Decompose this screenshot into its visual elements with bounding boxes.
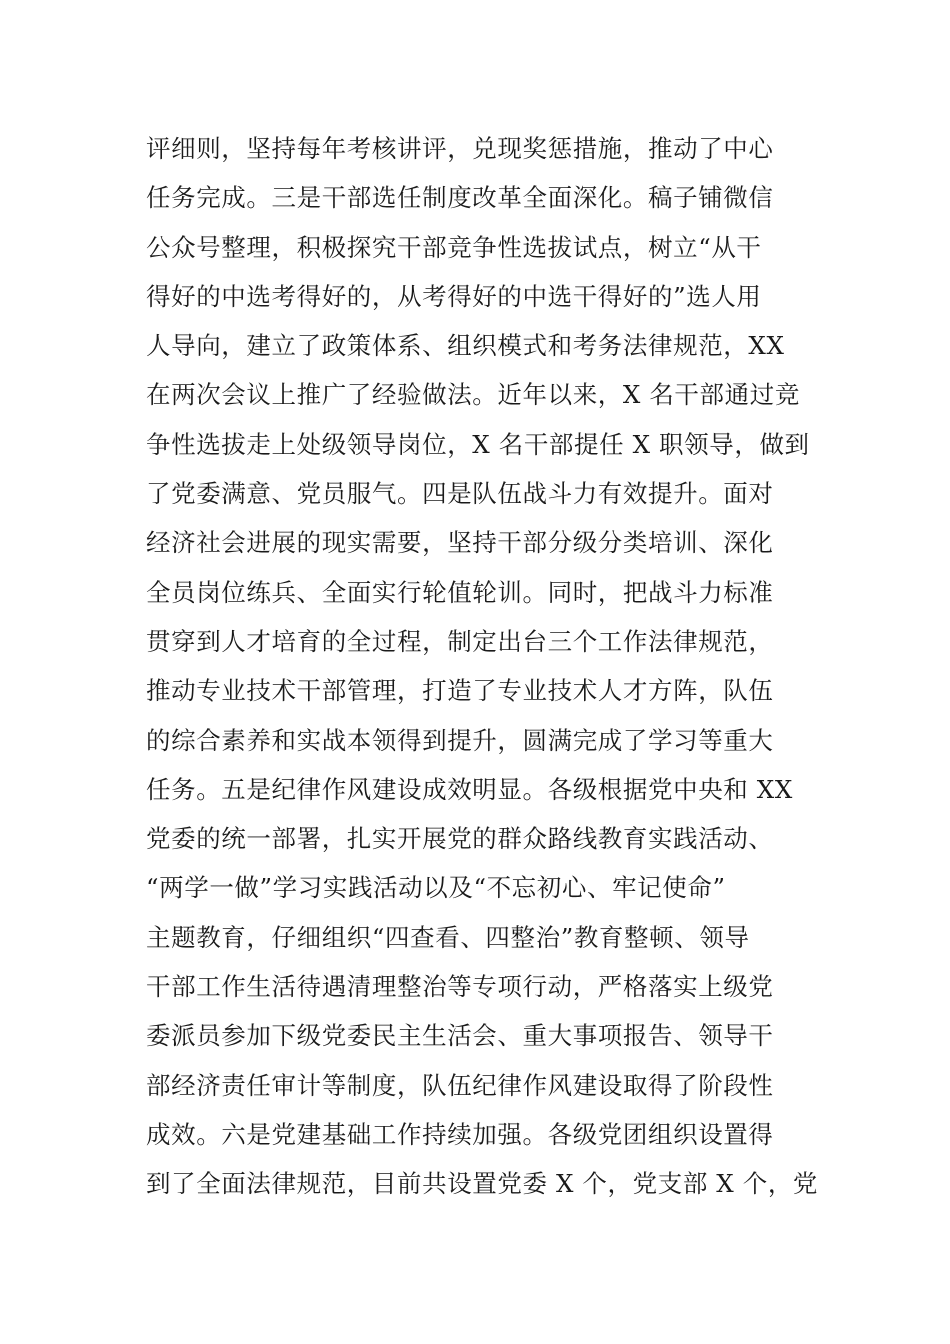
text-line: 推动专业技术干部管理，打造了专业技术人才方阵，队伍 xyxy=(146,676,774,706)
text-line: 任务完成。三是干部选任制度改革全面深化。稿子铺微信 xyxy=(146,183,774,213)
text-line: 在两次会议上推广了经验做法。近年以来，X 名干部通过竞 xyxy=(146,380,800,410)
text-line: 成效。六是党建基础工作持续加强。各级党团组织设置得 xyxy=(146,1119,774,1149)
text-line: 任务。五是纪律作风建设成效明显。各级根据党中央和 XX xyxy=(146,774,793,804)
text-line: 贯穿到人才培育的全过程，制定出台三个工作法律规范， xyxy=(146,626,774,656)
body-paragraph xyxy=(146,124,819,1209)
text-line: 的综合素养和实战本领得到提升，圆满完成了学习等重大 xyxy=(146,725,774,755)
text-line: “两学一做”学习实践活动以及“不忘初心、牢记使命” xyxy=(146,873,726,903)
text-line: 党委的统一部署，扎实开展党的群众路线教育实践活动、 xyxy=(146,824,774,854)
text-line: 得好的中选考得好的，从考得好的中选干得好的”选人用 xyxy=(146,281,762,311)
text-line: 人导向，建立了政策体系、组织模式和考务法律规范，XX xyxy=(146,331,785,361)
text-line: 经济社会进展的现实需要，坚持干部分级分类培训、深化 xyxy=(146,528,774,558)
text-line: 公众号整理，积极探究干部竞争性选拔试点，树立“从干 xyxy=(146,232,762,262)
text-line: 了党委满意、党员服气。四是队伍战斗力有效提升。面对 xyxy=(146,479,774,509)
text-line: 到了全面法律规范，目前共设置党委 X 个，党支部 X 个，党 xyxy=(146,1169,819,1199)
text-line: 干部工作生活待遇清理整治等专项行动，严格落实上级党 xyxy=(146,972,774,1002)
text-line: 部经济责任审计等制度，队伍纪律作风建设取得了阶段性 xyxy=(146,1070,774,1100)
text-line: 评细则，坚持每年考核讲评，兑现奖惩措施，推动了中心 xyxy=(146,134,774,163)
text-line: 委派员参加下级党委民主生活会、重大事项报告、领导干 xyxy=(146,1021,774,1051)
text-line: 主题教育，仔细组织“四查看、四整治”教育整顿、领导 xyxy=(146,922,750,952)
text-line: 全员岗位练兵、全面实行轮值轮训。同时，把战斗力标准 xyxy=(146,577,774,607)
text-line: 争性选拔走上处级领导岗位，X 名干部提任 X 职领导，做到 xyxy=(146,429,810,459)
